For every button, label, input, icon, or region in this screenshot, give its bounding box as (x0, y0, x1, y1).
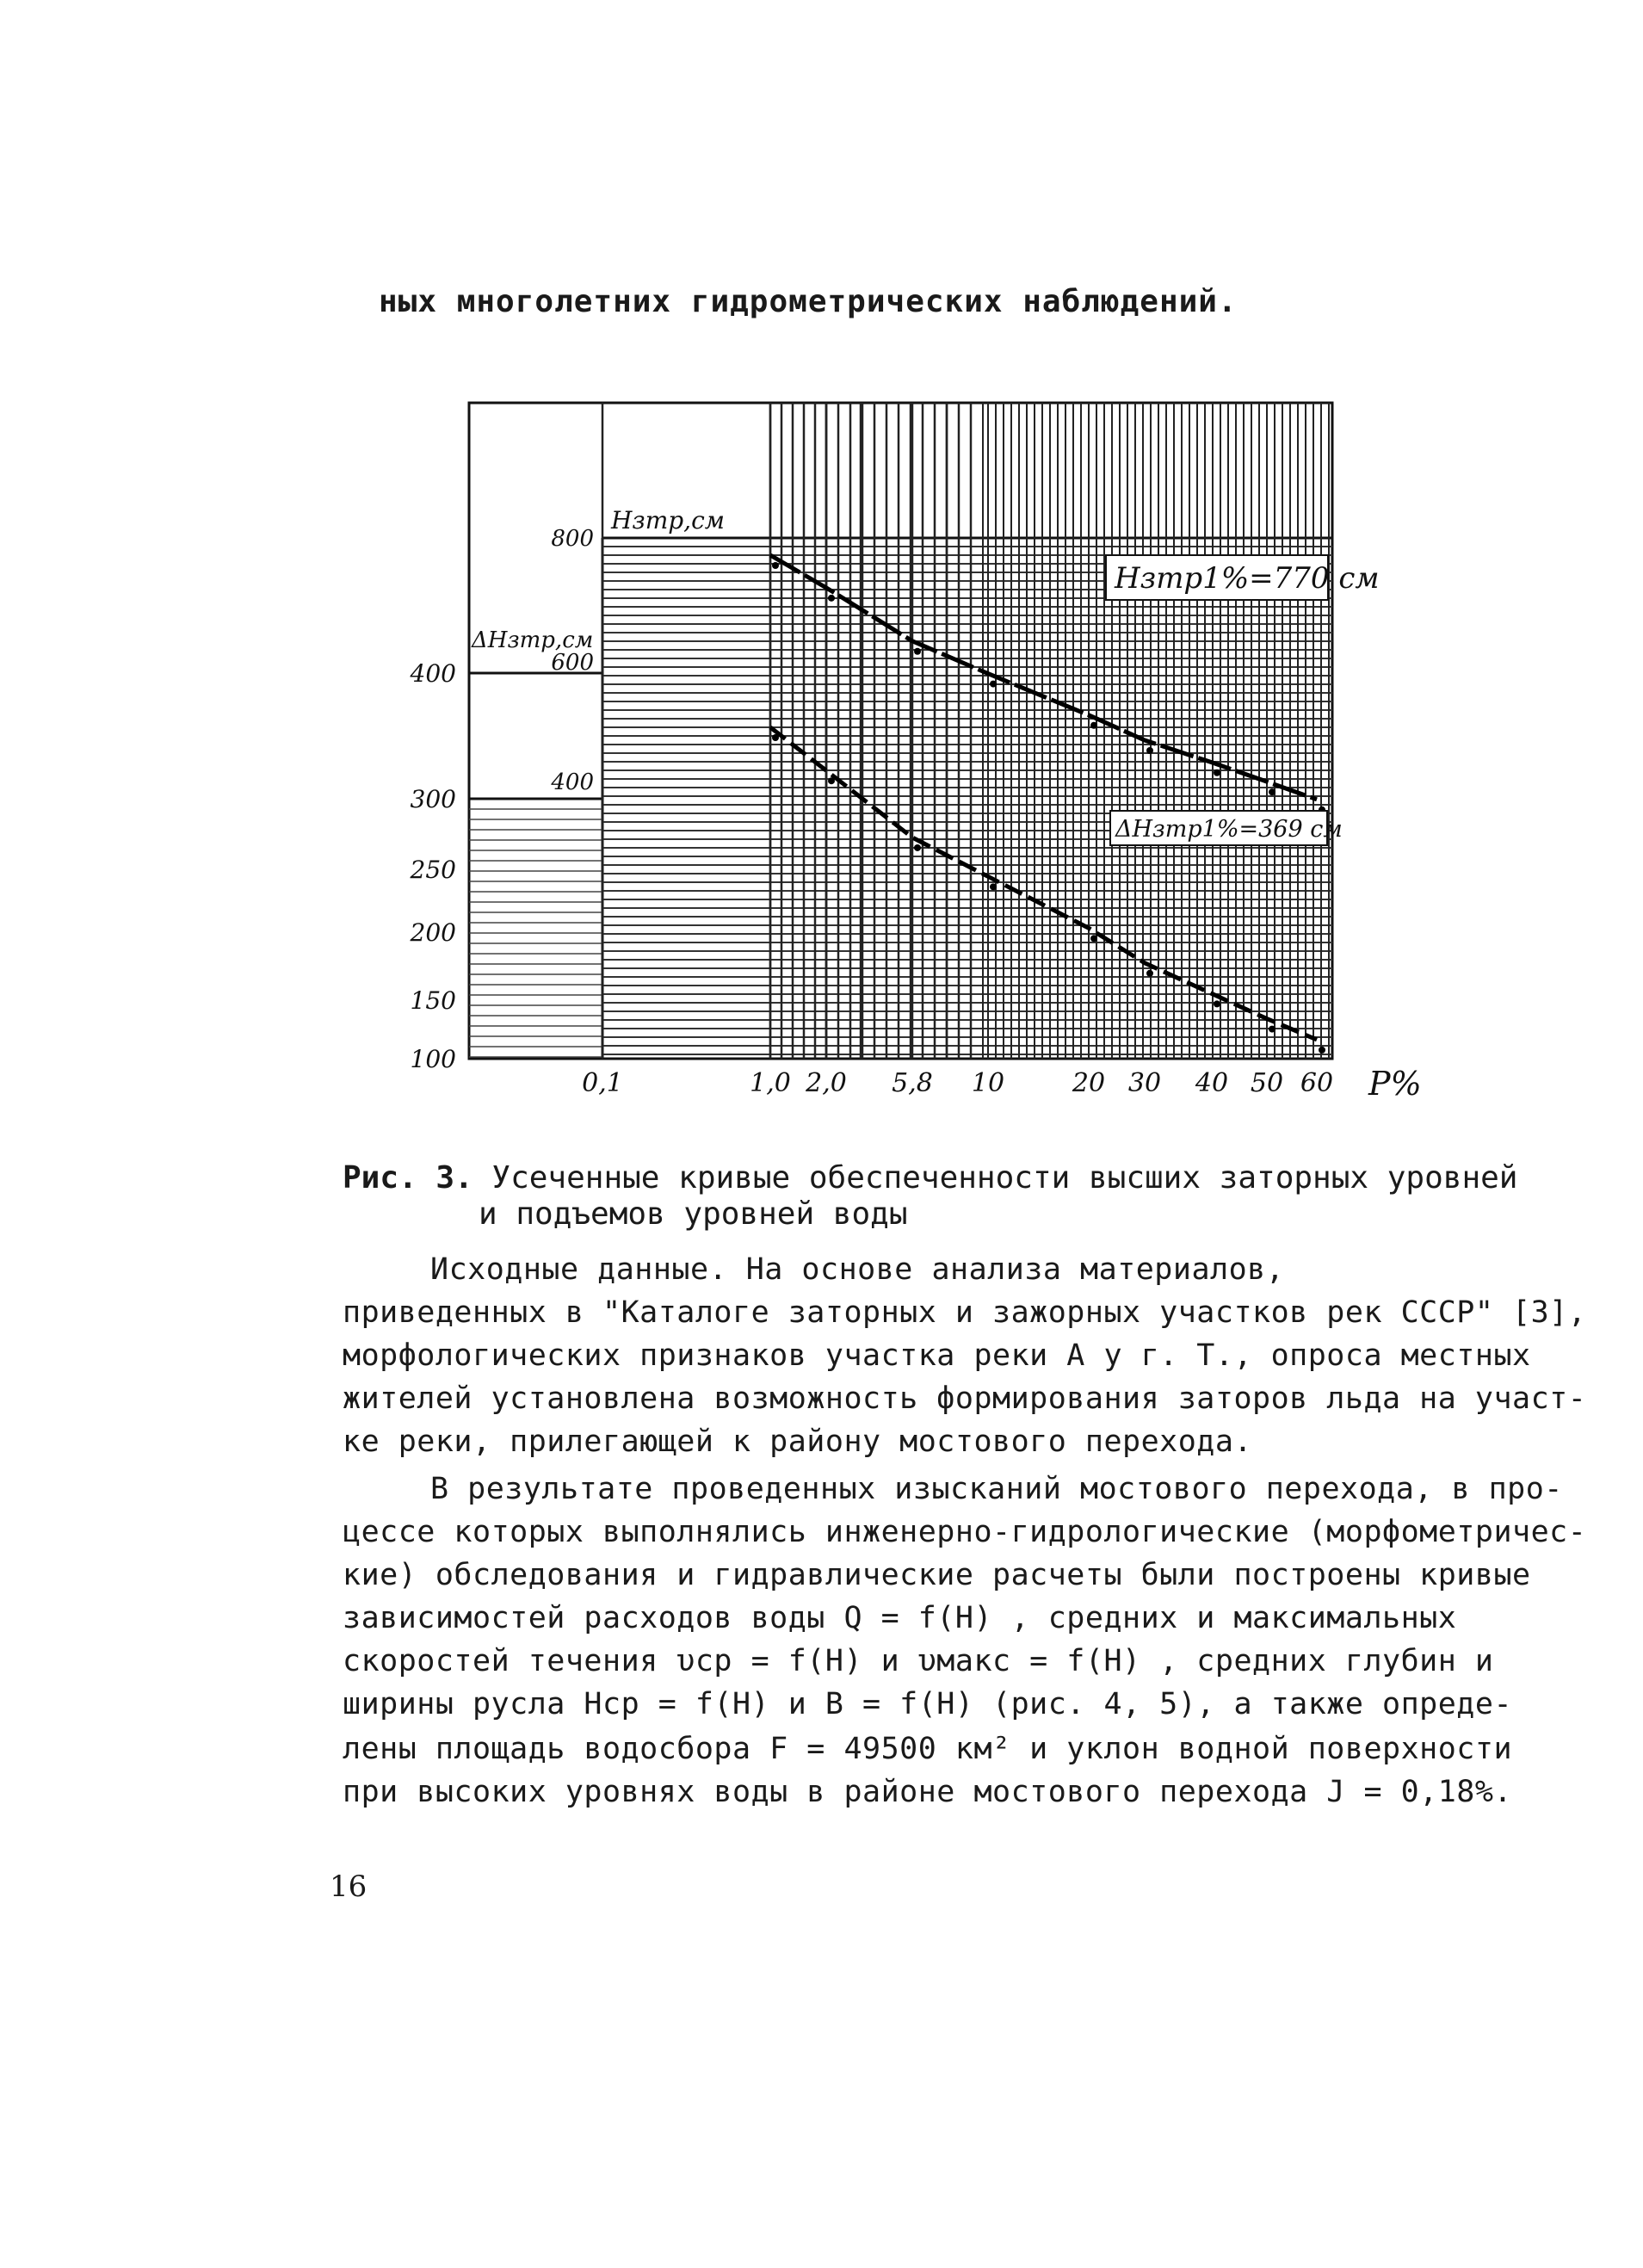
data-point (1269, 788, 1275, 795)
x-axis-label: P% (1368, 1065, 1422, 1103)
page-heading: ных многолетних гидрометрических наблюдений. (379, 284, 1238, 319)
x-tick-label: 60 (1300, 1068, 1334, 1098)
y-outer-tick-label: 300 (410, 785, 456, 813)
series-line-rises (770, 727, 1317, 1040)
paragraph-line: ширины русла Hср = f(H) и B = f(H) (рис. 4, 5), а также опреде- (343, 1687, 1513, 1721)
annotation-text: Нзтр1%=770 см (1115, 561, 1380, 596)
data-point (990, 883, 997, 890)
y-outer-axis-label: ΔНзтр,см (472, 627, 594, 653)
y-outer-tick-label: 200 (410, 918, 456, 947)
paragraph-line: Исходные данные. На основе анализа материалов, (430, 1252, 1285, 1287)
data-point (1146, 970, 1153, 977)
data-point (914, 844, 921, 851)
data-point (1214, 1000, 1220, 1007)
x-tick-label: 1,0 (750, 1068, 791, 1098)
x-tick-label: 50 (1250, 1068, 1284, 1098)
paragraph-line: лены площадь водосбора F = 49500 км² и уклон водной поверхности (343, 1732, 1513, 1766)
data-point (1146, 747, 1153, 754)
page-number: 16 (330, 1869, 368, 1904)
x-tick-label: 5,8 (892, 1068, 933, 1098)
figure-caption-line-2: и подъемов уровней воды (479, 1196, 908, 1232)
x-tick-label: 0,1 (582, 1068, 623, 1098)
y-outer-tick-label: 100 (410, 1045, 456, 1073)
data-point (772, 562, 779, 569)
x-tick-label: 2,0 (806, 1068, 847, 1098)
y-outer-tick-label: 250 (410, 856, 456, 884)
data-point (828, 777, 835, 784)
paragraph-line: скоростей течения υср = f(H) и υмакс = f(H) , средних глубин и (343, 1644, 1494, 1678)
data-point (1319, 1047, 1325, 1054)
data-point (1090, 722, 1097, 729)
figure-caption-line-1 (343, 1160, 1517, 1196)
figure-caption-text: Усеченные кривые обеспеченности высших заторных уровней (491, 1160, 1518, 1196)
x-tick-label: 20 (1072, 1068, 1106, 1098)
data-point (914, 648, 921, 655)
paragraph-line: ке реки, прилегающей к району мостового перехода. (343, 1424, 1253, 1459)
paragraph-line: при высоких уровнях воды в районе мостового перехода J = 0,18%. (343, 1775, 1513, 1809)
chart-grid (469, 403, 1332, 1059)
annotation-text: ΔНзтр1%=369 см (1115, 816, 1343, 843)
paragraph-line: морфологических признаков участка реки А у г. Т., опроса местных (343, 1338, 1531, 1373)
paragraph-line: зависимостей расходов воды Q = f(H) , средних и максимальных (343, 1601, 1457, 1635)
paragraph-line: В результате проведенных изысканий мостового перехода, в про- (430, 1472, 1563, 1506)
data-point (1269, 1026, 1275, 1033)
y-outer-tick-label: 150 (410, 986, 456, 1015)
data-point (990, 681, 997, 688)
x-tick-label: 10 (971, 1068, 1005, 1098)
data-point (828, 595, 835, 602)
y-inner-tick-label: 400 (551, 769, 594, 795)
data-point (772, 734, 779, 741)
x-tick-label: 40 (1195, 1068, 1229, 1098)
paragraph-line: цессе которых выполнялись инженерно-гидрологические (морфометричес- (343, 1515, 1587, 1549)
paragraph-line: кие) обследования и гидравлические расчеты были построены кривые (343, 1558, 1531, 1592)
y-inner-tick-label: 800 (551, 526, 594, 552)
x-tick-label: 30 (1127, 1068, 1162, 1098)
paragraph-line: жителей установлена возможность формирования заторов льда на участ- (343, 1381, 1587, 1416)
y-inner-axis-label: Нзтр,см (611, 506, 725, 535)
paragraph-line: приведенных в "Каталоге заторных и зажорных участков рек СССР" [3], (343, 1295, 1587, 1330)
y-outer-tick-label: 400 (410, 659, 456, 688)
data-point (1214, 769, 1220, 776)
figure-caption-label: Рис. 3. (343, 1160, 473, 1196)
data-point (1090, 935, 1097, 942)
y-inner-tick-label: 600 (551, 650, 594, 676)
